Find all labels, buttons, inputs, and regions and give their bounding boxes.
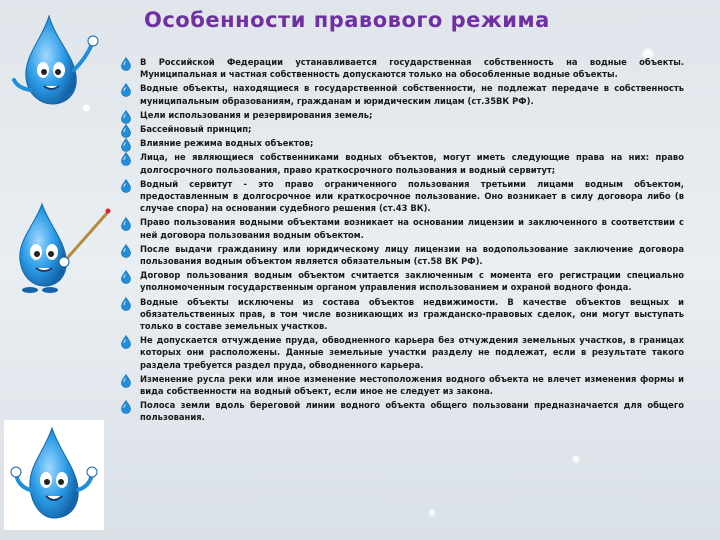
list-item [118, 243, 684, 267]
water-drop-bullet-icon [120, 335, 132, 349]
list-item-text: После выдачи гражданину или юридическому лицу лицензии на водопользование заключение договора пользования водным объектом является обязательным (ст.58 ВК РФ). [140, 243, 684, 267]
water-drop-mascot-icon [4, 196, 116, 296]
list-item-text: Не допускается отчуждение пруда, обводненного карьера без отчуждения земельных участков, в границах которых они расположены. Данные земельные участки разделу не подлежат, если в результате такого раздела требуется раздел пруда, обводненного карьера. [140, 335, 684, 370]
list-item [118, 151, 684, 175]
list-item-text: Водные объекты, находящиеся в государственной собственности, не подлежат передаче в собственность муниципальным образованиям, гражданам и юридическим лицам (ст.35ВК РФ). [140, 83, 684, 106]
list-item [118, 373, 684, 397]
list-item-text: Водные объекты исключены из состава объектов недвижимости. В качестве объектов вещных и обязательственных прав, в том числе возникающих из гражданско-правовых сделок, они могут выступать только в составе земельных участков. [140, 296, 684, 332]
list-item-text: Изменение русла реки или иное изменение местоположения водного объекта не влечет изменения формы и вида собственности на водный объект, если иное не следует из закона. [140, 373, 684, 397]
water-drop-mascot-icon [4, 10, 104, 110]
water-drop-bullet-icon [120, 83, 132, 97]
content-list [118, 56, 684, 426]
water-drop-bullet-icon [120, 110, 132, 124]
water-drop-bullet-icon [120, 57, 132, 71]
water-drop-bullet-icon [120, 400, 132, 414]
list-item [118, 178, 684, 215]
water-drop-bullet-icon [120, 297, 132, 311]
list-item-text: Лица, не являющиеся собственниками водных объектов, могут иметь следующие права на них: право долгосрочного пользования, право краткосрочного пользования и водный сервитут; [140, 152, 684, 175]
list-item [118, 123, 684, 135]
list-item-text: Договор пользования водным объектом считается заключенным с момента его регистрации специально уполномоченным государственным органом управления использованием и охраной водного фонда. [140, 270, 684, 293]
list-item [118, 216, 684, 240]
list-item [118, 399, 684, 423]
list-item-text: В Российской Федерации устанавливается государственная собственность на водные объекты. Муниципальная и частная собственность допускаются только на обособленные водные объекты. [140, 57, 684, 80]
list-item [118, 109, 684, 121]
list-item [118, 296, 684, 333]
water-drop-bullet-icon [120, 179, 132, 193]
list-item-text: Полоса земли вдоль береговой линии водного объекта общего пользовани предназначается для общего пользования. [140, 400, 684, 423]
list-item [118, 82, 684, 106]
water-drop-bullet-icon [120, 217, 132, 231]
list-item-text: Бассейновый принцип; [140, 124, 252, 135]
water-drop-bullet-icon [120, 374, 132, 388]
list-item [118, 56, 684, 80]
list-item-text: Водный сервитут - это право ограниченного пользования третьими лицами водным объектом, предоставленным в долгосрочное или краткосрочное пользование. Оно возникает в силу договора либо (в случае спора) на основании судебного решения (ст.43 ВК). [140, 178, 684, 214]
page-title: Особенности правового режима [144, 8, 550, 32]
water-drop-bullet-icon [120, 270, 132, 284]
water-drop-bullet-icon [120, 244, 132, 258]
list-item-text: Цели использования и резервирования земель; [140, 109, 373, 120]
water-drop-bullet-icon [120, 124, 132, 138]
list-item [118, 269, 684, 293]
list-item-text: Право пользования водными объектами возникает на основании лицензии и заключенного в соответствии с ней договора пользования водным объектом. [140, 217, 684, 240]
water-drop-mascot-icon [4, 420, 104, 530]
water-drop-bullet-icon [120, 138, 132, 152]
list-item [118, 334, 684, 371]
list-item [118, 137, 684, 149]
water-drop-bullet-icon [120, 152, 132, 166]
list-item-text: Влияние режима водных объектов; [140, 138, 314, 149]
